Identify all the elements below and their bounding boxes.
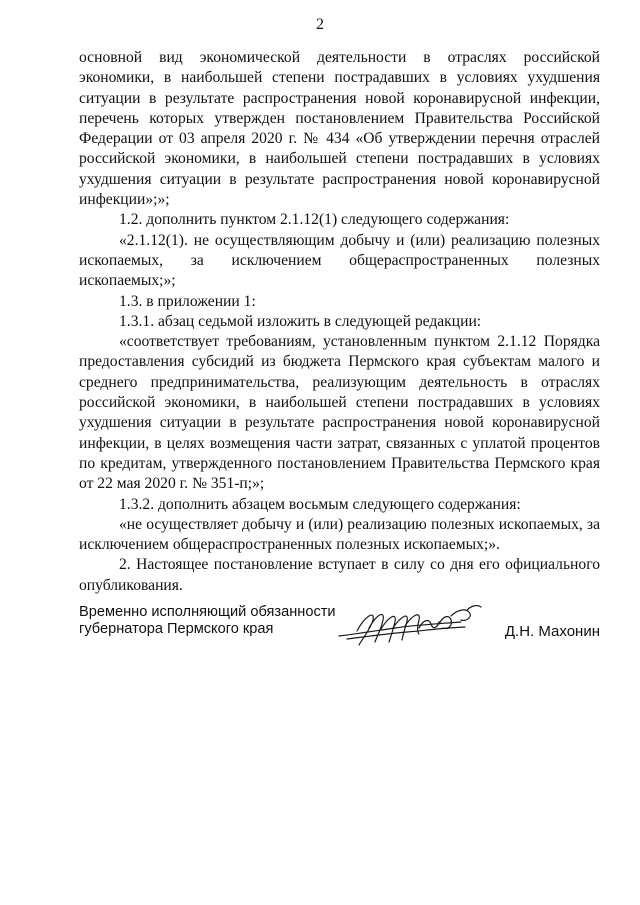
paragraph-continuation: основной вид экономической деятельности в отраслях российской экономики, в наибольшей степени пострадавших в условиях ухудшения ситуации в результате распространения новой коронавирусной инфекции, перечень которых утвержден постановлением Правительства Российской Федерации от 03 апреля 2020 г. № 434 «Об утверждении перечня отраслей российской экономики, в наибольшей степени пострадавших в условиях ухудшения ситуации в результате распространения новой коронавирусной инфекции»;»; [79, 49, 600, 209]
paragraph-quote-requirements: «соответствует требованиям, установленным пунктом 2.1.12 Порядка предоставления субсидий из бюджета Пермского края субъектам малого и среднего предпринимательства, реализующим деятельность в отраслях российской экономики, в наибольшей степени пострадавших в условиях ухудшения ситуации в результате распространения новой коронавирусной инфекции, в целях возмещения части затрат, связанных с уплатой процентов по кредитам, утвержденного постановлением Правительства Пермского края от 22 мая 2020 г. № 351-п;»; [79, 333, 600, 493]
paragraph-item-1-3-1: 1.3.1. абзац седьмой изложить в следующей редакции: [119, 312, 482, 330]
page-number: 2 [316, 16, 324, 33]
paragraph-item-2: 2. Настоящее постановление вступает в силу со дня его официального опубликования. [79, 556, 600, 594]
paragraph-quote-mining: «не осуществляет добычу и (или) реализацию полезных ископаемых, за исключением общераспространенных полезных ископаемых;». [79, 515, 600, 554]
paragraph-item-1-3-2: 1.3.2. дополнить абзацем восьмым следующего содержания: [119, 495, 521, 513]
document-body [79, 48, 600, 596]
paragraph-quote-2-1-12-1: «2.1.12(1). не осуществляющим добычу и (или) реализацию полезных ископаемых, за исключением общераспространенных полезных ископаемых;»; [79, 231, 600, 290]
handwritten-signature [335, 598, 485, 650]
signatory-name: Д.Н. Махонин [504, 623, 600, 640]
signature-block [79, 604, 600, 664]
signatory-title [79, 604, 336, 638]
paragraph-item-1-3: 1.3. в приложении 1: [119, 292, 256, 310]
signatory-title-line-2: губернатора Пермского края [79, 621, 274, 637]
signatory-title-line-1: Временно исполняющий обязанности [79, 604, 336, 620]
paragraph-item-1-2: 1.2. дополнить пунктом 2.1.12(1) следующего содержания: [119, 211, 510, 229]
